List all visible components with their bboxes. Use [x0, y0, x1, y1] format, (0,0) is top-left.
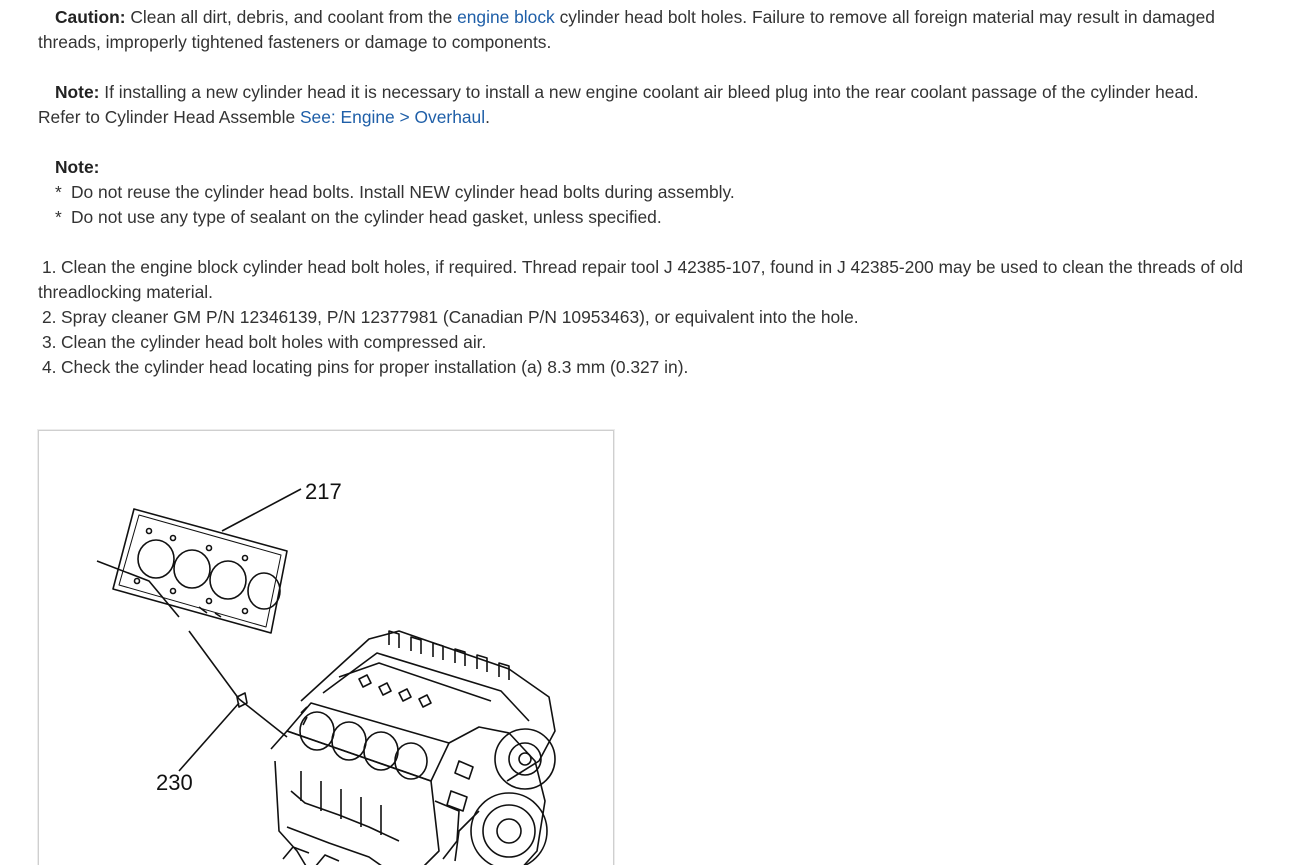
caution-paragraph	[38, 5, 1268, 30]
caution-text-before: Clean all dirt, debris, and coolant from the	[125, 7, 458, 27]
step-text: Clean the engine block cylinder head bolt holes, if required. Thread repair tool J 42385-107, found in J 42385-200 may be used to clean the threads of old	[61, 257, 1244, 277]
engine-block	[271, 631, 555, 865]
note-continuation	[38, 105, 1268, 130]
leader-line-230-c	[239, 699, 287, 737]
caution-label: Caution:	[55, 7, 126, 27]
bullet-text: Do not reuse the cylinder head bolts. Install NEW cylinder head bolts during assembly.	[71, 182, 735, 202]
bullet-star: *	[55, 182, 62, 202]
leader-line-230-d	[179, 703, 239, 771]
step-item	[38, 330, 1268, 355]
note-paragraph	[38, 80, 1268, 105]
leader-line-217	[222, 489, 301, 531]
document-body	[38, 5, 1268, 380]
leader-line-230-a	[97, 561, 179, 617]
note-period: .	[485, 107, 490, 127]
note-text: If installing a new cylinder head it is necessary to install a new engine coolant air bleed plug into the rear coolant passage of the cylinder head.	[99, 82, 1199, 102]
head-gasket	[113, 509, 287, 633]
step-item	[38, 255, 1268, 280]
step-continuation: threadlocking material.	[38, 282, 213, 302]
leader-line-230-b	[189, 631, 239, 699]
callout-217: 217	[305, 479, 342, 504]
list-item	[38, 180, 1268, 205]
note-refer-text: Refer to Cylinder Head Assemble	[38, 107, 300, 127]
bullet-star: *	[55, 207, 62, 227]
note-list-label: Note:	[55, 157, 100, 177]
step-item	[38, 305, 1268, 330]
engine-block-link[interactable]: engine block	[457, 7, 555, 27]
step-text: Clean the cylinder head bolt holes with compressed air.	[61, 332, 487, 352]
bullet-text: Do not use any type of sealant on the cylinder head gasket, unless specified.	[71, 207, 662, 227]
step-number: 3.	[42, 332, 57, 352]
step-text: Check the cylinder head locating pins for proper installation (a) 8.3 mm (0.327 in).	[61, 357, 689, 377]
step-number: 1.	[42, 257, 57, 277]
note-label: Note:	[55, 82, 100, 102]
step-number: 2.	[42, 307, 57, 327]
list-item	[38, 205, 1268, 230]
engine-illustration	[38, 430, 614, 865]
note-list-heading	[38, 155, 1268, 180]
engine-overhaul-link[interactable]: See: Engine > Overhaul	[299, 107, 486, 127]
caution-continuation: threads, improperly tightened fasteners or damage to components.	[38, 32, 552, 52]
caution-text-after: cylinder head bolt holes. Failure to remove all foreign material may result in damaged	[554, 7, 1215, 27]
callout-230: 230	[156, 770, 193, 795]
step-item	[38, 355, 1268, 380]
step-text: Spray cleaner GM P/N 12346139, P/N 12377981 (Canadian P/N 10953463), or equivalent into the hole.	[61, 307, 859, 327]
step-number: 4.	[42, 357, 57, 377]
